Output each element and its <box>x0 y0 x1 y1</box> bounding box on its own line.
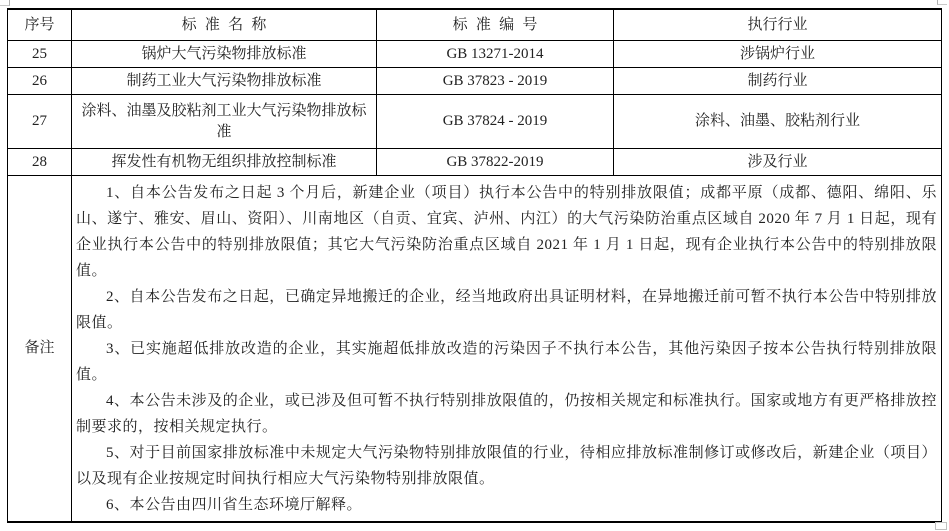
column-header-name: 标准名称 <box>72 9 377 41</box>
table-row <box>8 41 942 68</box>
notes-paragraph: 4、本公告未涉及的企业，或已涉及但可暂不执行特别排放限值的，仍按相关规定和标准执行。国家或地方有更严格排放控制要求的，按相关规定执行。 <box>76 392 937 435</box>
screenshot-edge-artifact-top-right <box>937 0 947 5</box>
notes-paragraph: 3、已实施超低排放改造的企业，其实施超低排放改造的污染因子不执行本公告，其他污染因子按本公告执行特别排放限值。 <box>76 340 937 383</box>
cell-standard-name: 锅炉大气污染物排放标准 <box>72 41 377 68</box>
cell-no: 26 <box>8 68 72 95</box>
cell-no: 25 <box>8 41 72 68</box>
cell-industry: 涉及行业 <box>614 149 942 176</box>
column-header-no: 序号 <box>8 9 72 41</box>
notes-row <box>8 176 942 523</box>
notes-cell <box>72 176 942 523</box>
table-row <box>8 68 942 95</box>
cell-standard-code: GB 37823 - 2019 <box>377 68 614 95</box>
column-header-code: 标准编号 <box>377 9 614 41</box>
table-row <box>8 95 942 149</box>
notes-paragraph: 2、自本公告发布之日起，已确定异地搬迁的企业，经当地政府出具证明材料，在异地搬迁前可暂不执行本公告中特别排放限值。 <box>76 288 937 331</box>
screenshot-edge-artifact-bottom-right <box>935 522 947 530</box>
cell-standard-name: 挥发性有机物无组织排放控制标准 <box>72 149 377 176</box>
cell-standard-name: 涂料、油墨及胶粘剂工业大气污染物排放标准 <box>72 95 377 149</box>
cell-no: 27 <box>8 95 72 149</box>
cell-no: 28 <box>8 149 72 176</box>
notes-paragraph: 1、自本公告发布之日起 3 个月后，新建企业（项目）执行本公告中的特别排放限值；成都平原（成都、德阳、绵阳、乐山、遂宁、雅安、眉山、资阳）、川南地区（自贡、宜宾、泸州、内江）的大气污染防治重点区域自 2020 年 7 月 1 日起，现有企业执行本公告中的特别排放限值；其它大气污染防治重点区域自 2021 年 1 月 1 日起，现有企业执行本公告中的特别排放限值。 <box>76 184 937 279</box>
cell-standard-name: 制药工业大气污染物排放标准 <box>72 68 377 95</box>
notes-label: 备注 <box>8 176 72 523</box>
notes-body <box>76 180 937 518</box>
cell-standard-code: GB 37824 - 2019 <box>377 95 614 149</box>
cell-industry: 涉锅炉行业 <box>614 41 942 68</box>
cell-industry: 制药行业 <box>614 68 942 95</box>
cell-standard-code: GB 13271-2014 <box>377 41 614 68</box>
standards-table <box>7 8 942 523</box>
cell-standard-code: GB 37822-2019 <box>377 149 614 176</box>
screenshot-edge-artifact-top-left <box>0 0 10 6</box>
notes-paragraph: 6、本公告由四川省生态环境厅解释。 <box>106 496 363 513</box>
table-header-row <box>8 9 942 41</box>
column-header-industry: 执行行业 <box>614 9 942 41</box>
table-row <box>8 149 942 176</box>
notes-paragraph: 5、对于目前国家排放标准中未规定大气污染物特别排放限值的行业，待相应排放标准制修订或修改后，新建企业（项目）以及现有企业按规定时间执行相应大气污染物特别排放限值。 <box>76 444 937 487</box>
cell-industry: 涂料、油墨、胶粘剂行业 <box>614 95 942 149</box>
